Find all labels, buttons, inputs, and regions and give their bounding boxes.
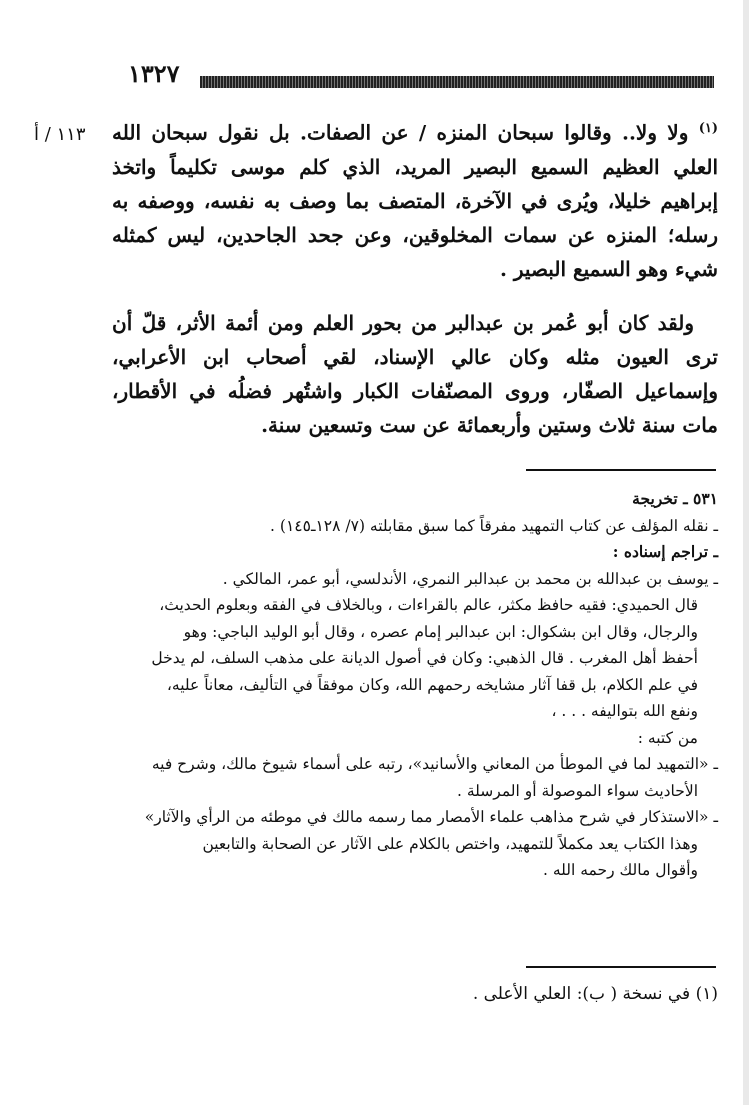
footnote-marker: (١): [698, 121, 718, 136]
main-text: [112, 112, 718, 442]
paragraph-2: ولقد كان أبو عُمر بن عبدالبر من بحور العلم ومن أئمة الأثر، قلّ أن ترى العيون مثله وكان عالي الإسناد، لقي أصحاب ابن الأعرابي، وإسماعيل الصفّار، وروى المصنّفات الكبار واشتُهر فضلُه في الأقطار، مات سنة ثلاث وستين وأربعمائة عن ست وتسعين سنة.: [112, 310, 718, 437]
manuscript-folio-note: ١١٣ / أ: [34, 124, 86, 145]
tarajim-heading: ـ تراجم إسناده :: [612, 542, 718, 561]
takhrij-line: ـ نقله المؤلف عن كتاب التمهيد مفرقاً كما سبق مقابلته (٧/ ١٢٨ـ١٤٥) .: [270, 516, 718, 535]
page-edge: [743, 0, 749, 1105]
bio-line: ونفع الله بتواليفه . . . ،: [551, 702, 698, 720]
footnote-separator: [526, 966, 716, 968]
bio-line: والرجال، وقال ابن بشكوال: ابن عبدالبر إمام عصره ، وقال أبو الوليد الباجي: وهو: [183, 622, 698, 641]
book-line: وهذا الكتاب يعد مكملاً للتمهيد، واختص بالكلام على الآثار عن الصحابة والتابعين: [202, 834, 698, 853]
scholarly-notes: [112, 486, 718, 884]
book-line: وأقوال مالك رحمه الله .: [542, 861, 698, 879]
header-rule: [200, 76, 714, 88]
book-line: ـ «التمهيد لما في الموطأ من المعاني والأسانيد»، رتبه على أسماء شيوخ مالك، وشرح فيه: [151, 755, 718, 773]
notes-separator: [526, 469, 716, 471]
bio-line: أحفظ أهل المغرب . قال الذهبي: وكان في أصول الديانة على مذهب السلف، لم يدخل: [151, 649, 698, 667]
footnote: (١) في نسخة ( ب): العلي الأعلى .: [472, 984, 718, 1004]
notes-heading: ٥٣١ ـ تخريجة: [632, 489, 718, 508]
paragraph-1-text: ولا ولا.. وقالوا سبحان المنزه / عن الصفات. بل نقول سبحان الله العلي العظيم السميع البصير المريد، الذي كلم موسى تكليماً واتخذ إبراهيم خليلا، ويُرى في الآخرة، المتصف بما وصف به نفسه، ووصفه به رسله؛ المنزه عن سمات المخلوقين، وعن جحد الجاحدين، ليس كمثله شيء وهو السميع البصير .: [112, 120, 718, 281]
bio-line: قال الحميدي: فقيه حافظ مكثر، عالم بالقراءات ، وبالخلاف في الفقه وبعلوم الحديث،: [159, 596, 698, 614]
book-line: ـ «الاستذكار في شرح مذاهب علماء الأمصار مما رسمه مالك في موطئه من الرأي والآثار»: [144, 808, 718, 826]
bio-line: في علم الكلام، بل قفا آثار مشايخه رحمهم الله، وكان موفقاً في التأليف، معاناً عليه،: [166, 675, 698, 694]
person-line: ـ يوسف بن عبدالله بن محمد بن عبدالبر النمري، الأندلسي، أبو عمر، المالكي .: [222, 569, 718, 588]
page-number: ١٣٢٧: [128, 59, 180, 88]
book-line: الأحاديث سواء الموصولة أو المرسلة .: [457, 781, 698, 800]
paragraph-1: [112, 112, 718, 286]
books-heading: من كتبه :: [637, 728, 698, 747]
